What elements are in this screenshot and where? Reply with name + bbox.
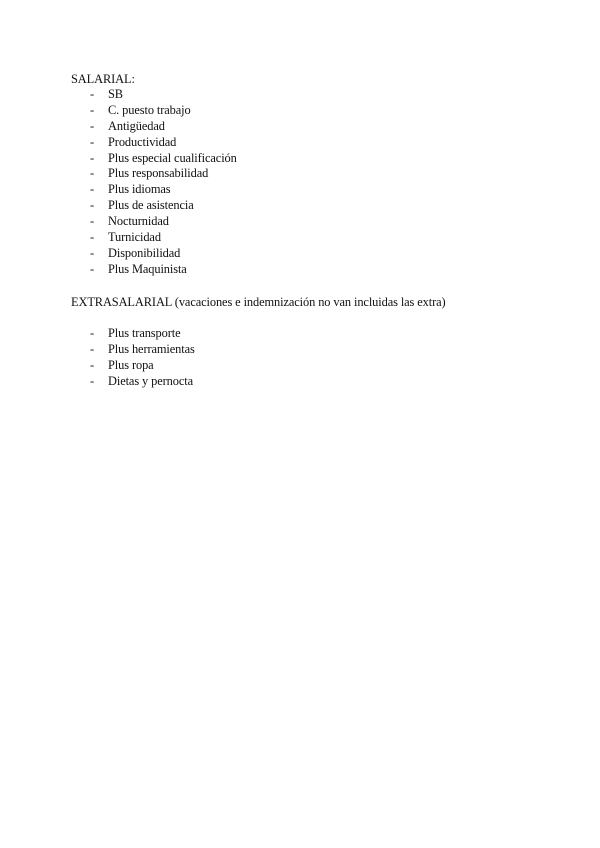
list-item-text: Antigüedad — [108, 118, 165, 133]
bullet-dash: - — [90, 134, 95, 149]
list-item-text: Dietas y pernocta — [108, 373, 193, 388]
list-item-text: Disponibilidad — [108, 245, 181, 260]
bullet-dash: - — [90, 357, 95, 372]
bullet-dash: - — [90, 102, 95, 117]
list-item-text: Plus transporte — [108, 326, 181, 340]
bullet-dash: - — [90, 166, 95, 181]
bullet-dash: - — [90, 261, 95, 276]
list-item-text: C. puesto trabajo — [108, 102, 191, 117]
list-item-text: Plus responsabilidad — [108, 166, 209, 181]
list-item-text: Plus de asistencia — [108, 198, 194, 213]
extrasalarial-heading: EXTRASALARIAL (vacaciones e indemnización no van incluidas las extra) — [71, 295, 446, 309]
bullet-dash: - — [90, 182, 95, 197]
bullet-dash: - — [90, 326, 95, 340]
bullet-dash: - — [90, 214, 95, 229]
bullet-dash: - — [90, 118, 95, 133]
bullet-dash: - — [90, 341, 95, 356]
list-item-text: SB — [108, 87, 123, 101]
list-item-text: Plus herramientas — [108, 341, 195, 356]
list-item-text: Plus idiomas — [108, 182, 171, 197]
bullet-dash: - — [90, 373, 95, 388]
list-item-text: Productividad — [108, 134, 177, 149]
list-item-text: Turnicidad — [108, 230, 161, 245]
bullet-dash: - — [90, 198, 95, 213]
list-item-text: Nocturnidad — [108, 214, 169, 229]
list-item-text: Plus ropa — [108, 357, 154, 372]
salarial-heading: SALARIAL: — [71, 72, 135, 86]
bullet-dash: - — [90, 245, 95, 260]
list-item-text: Plus especial cualificación — [108, 150, 237, 165]
bullet-dash: - — [90, 87, 95, 101]
list-item-text: Plus Maquinista — [108, 261, 187, 276]
bullet-dash: - — [90, 150, 95, 165]
bullet-dash: - — [90, 230, 95, 245]
